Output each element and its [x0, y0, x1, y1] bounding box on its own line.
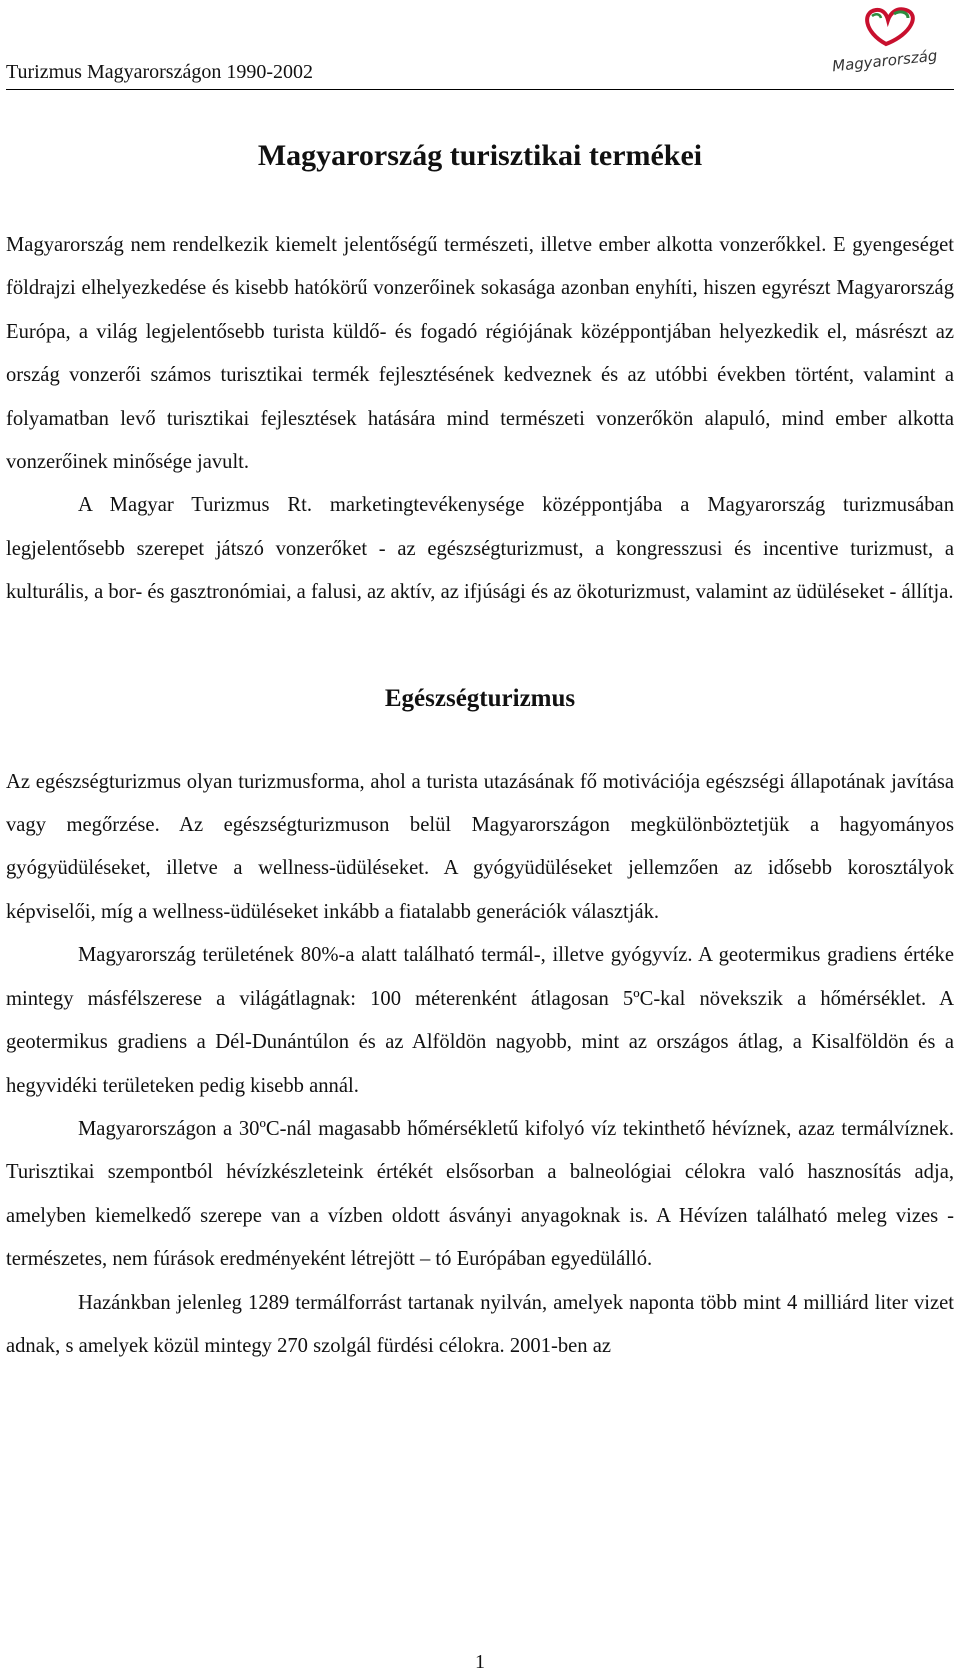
section-paragraph: Hazánkban jelenleg 1289 termálforrást tartanak nyilván, amelyek naponta több mint 4 milliárd liter vizet adnak, s amelyek közül mintegy 270 szolgál fürdési célokra. 2001-ben az: [6, 1291, 954, 1357]
section-title: Egészségturizmus: [384, 684, 576, 712]
intro-paragraph: Magyarország nem rendelkezik kiemelt jelentőségű természeti, illetve ember alkotta vonzerőkkel. E gyengeséget földrajzi elhelyezkedése és kisebb hatókörű vonzerőinek sokasága azonban enyhíti, hiszen egyrészt Magyarország Európa, a világ legjelentősebb turista küldő- és fogadó régiójának középpontjában helyezkedik el, másrészt az ország vonzerői számos turisztikai termék fejlesztésének kedveznek és az utóbbi években történt, valamint a folyamatban levő turisztikai fejlesztések hatására mind természeti vonzerőkön alapuló, mind ember alkotta vonzerőinek minősége javult.: [6, 234, 954, 474]
page-header: [6, 0, 954, 92]
running-title: Turizmus Magyarországon 1990-2002: [6, 61, 314, 83]
document-title: Magyarország turisztikai termékei: [257, 139, 703, 172]
intro-paragraph: A Magyar Turizmus Rt. marketingtevékenysége középpontjába a Magyarország turizmusában legjelentősebb szerepet játszó vonzerőket - az egészségturizmust, a kongresszusi és incentive turizmust, a kulturális, a bor- és gasztronómiai, a falusi, az aktív, az ifjúsági és az ökoturizmust, valamint az üdüléseket - állítja.: [6, 494, 954, 604]
page-number: 1: [475, 1651, 485, 1673]
section-paragraph: Magyarország területének 80%-a alatt található termál-, illetve gyógyvíz. A geotermikus gradiens értéke mintegy másfélszerese a világátlagnak: 100 méterenként átlagosan 5ºC-kal növekszik a hőmérséklet. A geotermikus gradiens a Dél-Dunántúlon és az Alföldön nagyobb, mint az országos átlag, a Kisalföldön és a hegyvidéki területeken pedig kisebb annál.: [6, 944, 954, 1097]
header-divider: [6, 89, 954, 90]
section-paragraph: Magyarországon a 30ºC-nál magasabb hőmérsékletű kifolyó víz tekinthető hévíznek, azaz termálvíznek. Turisztikai szempontból hévízkészleteink értékét elsősorban a balneológiai célokra való hasznosítás adja, amelyben kiemelkedő szerepe van a vízben oldott ásványi anyagoknak is. A Hévízen található meleg vizes - természetes, nem fúrások eredményeként létrejött – tó Európában egyedülálló.: [6, 1117, 954, 1271]
section-paragraph: Az egészségturizmus olyan turizmusforma, ahol a turista utazásának fő motivációja egészségi állapotának javítása vagy megőrzése. Az egészségturizmuson belül Magyarországon megkülönböztetjük a hagyományos gyógyüdüléseket, illetve a wellness-üdüléseket. A gyógyüdüléseket jellemzően az idősebb korosztályok képviselői, míg a wellness-üdüléseket inkább a fiatalabb generációk választják.: [6, 770, 954, 923]
document-body: [6, 126, 954, 1368]
magyarorszag-logo: [824, 4, 954, 80]
svg-text:Magyarország: Magyarország: [831, 46, 939, 76]
